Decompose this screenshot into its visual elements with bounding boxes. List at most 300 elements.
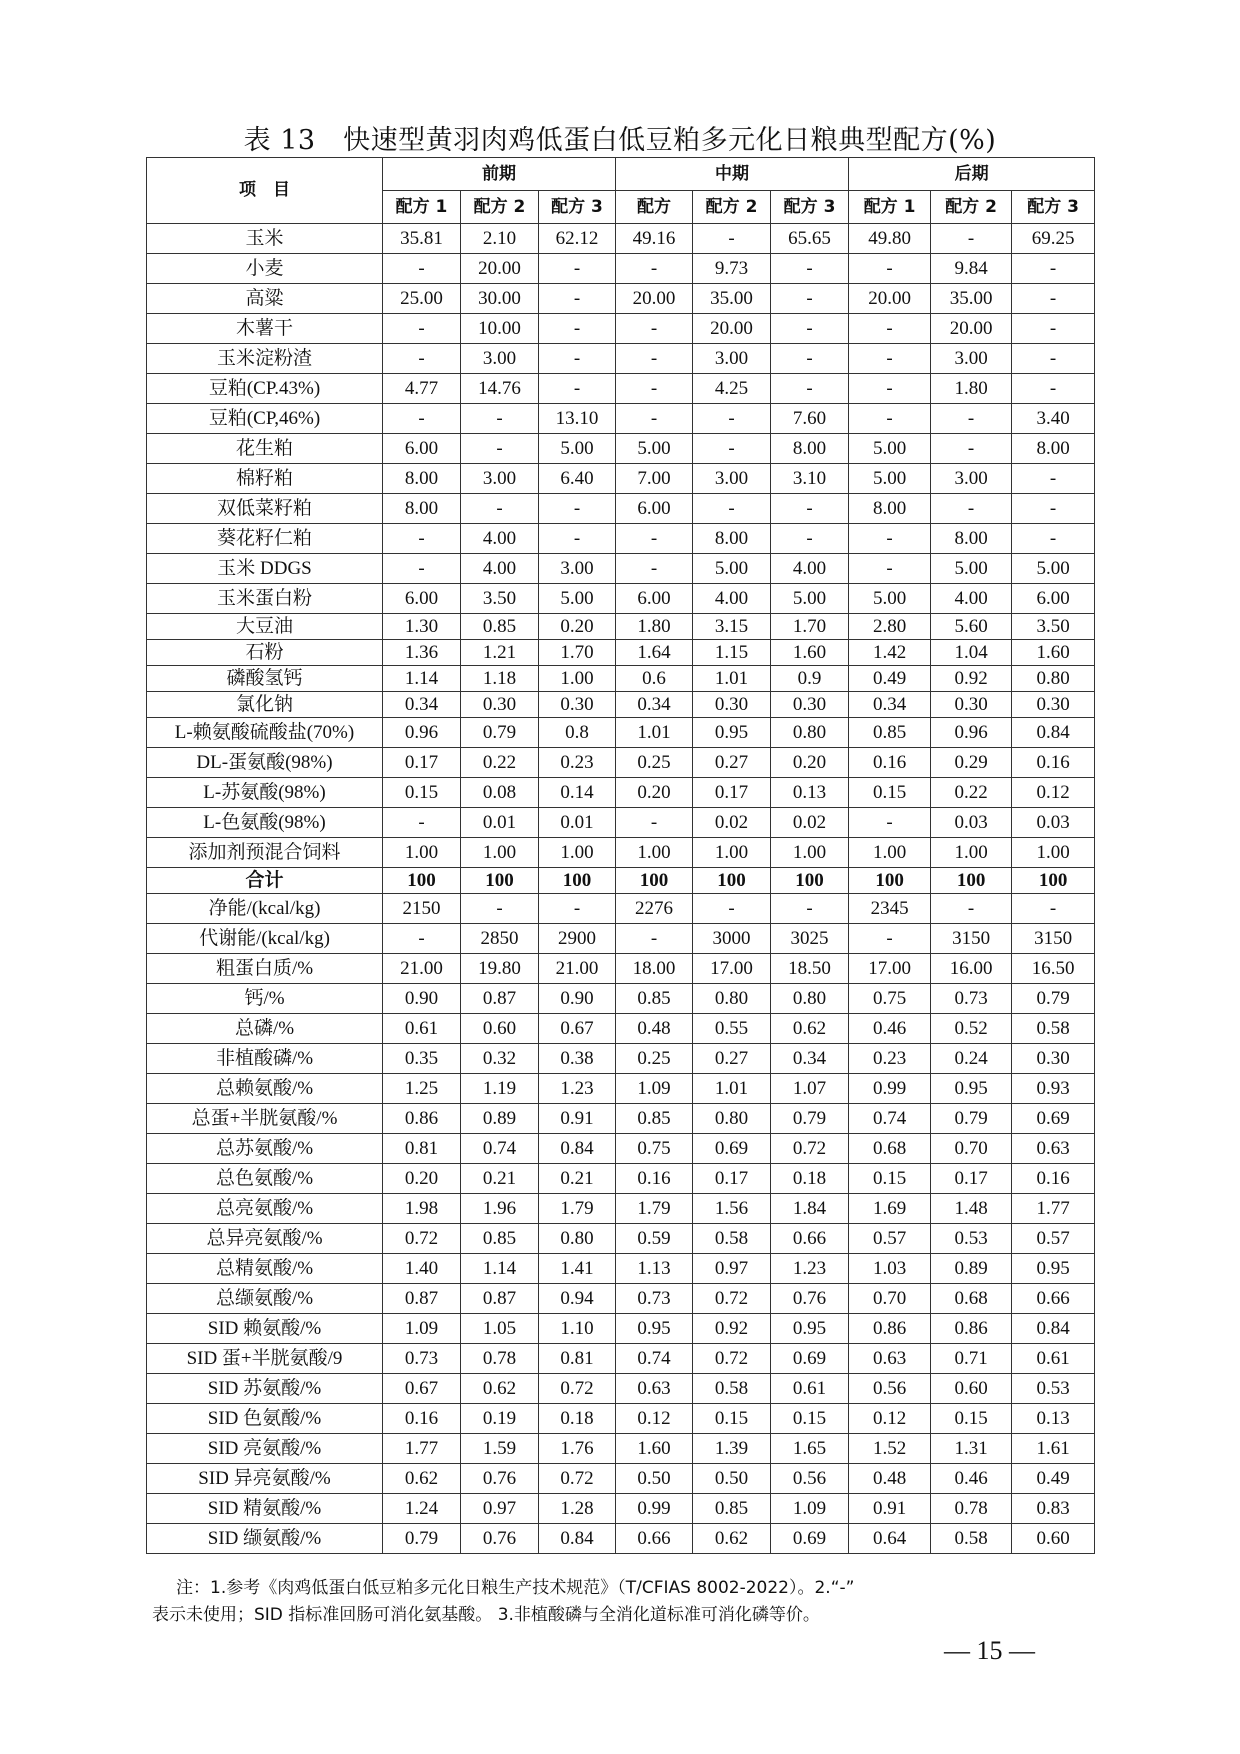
cell-value: 5.00	[771, 584, 849, 614]
cell-value: -	[771, 894, 849, 924]
table-row	[147, 1194, 1095, 1224]
cell-value: 4.00	[931, 584, 1012, 614]
cell-value: 0.17	[383, 748, 461, 778]
cell-value: 0.90	[383, 984, 461, 1014]
cell-value: -	[616, 314, 693, 344]
cell-value: 1.30	[383, 614, 461, 640]
cell-value: 1.98	[383, 1194, 461, 1224]
cell-value: -	[931, 494, 1012, 524]
header-formula-col: 配方 1	[383, 191, 461, 224]
cell-value: 0.02	[771, 808, 849, 838]
cell-value: 100	[616, 868, 693, 894]
cell-value: -	[931, 224, 1012, 254]
cell-value: 8.00	[771, 434, 849, 464]
cell-value: 0.85	[461, 1224, 539, 1254]
cell-value: -	[616, 524, 693, 554]
cell-value: 13.10	[539, 404, 616, 434]
cell-value: -	[849, 808, 931, 838]
cell-value: 0.58	[1012, 1014, 1095, 1044]
cell-value: 0.73	[931, 984, 1012, 1014]
cell-value: 7.60	[771, 404, 849, 434]
cell-value: 0.30	[771, 692, 849, 718]
cell-value: 0.03	[931, 808, 1012, 838]
cell-value: 1.52	[849, 1434, 931, 1464]
row-label: SID 亮氨酸/%	[147, 1434, 383, 1464]
row-label: SID 缬氨酸/%	[147, 1524, 383, 1554]
cell-value: -	[1012, 464, 1095, 494]
cell-value: 0.72	[383, 1224, 461, 1254]
cell-value: 0.89	[461, 1104, 539, 1134]
cell-value: 0.12	[849, 1404, 931, 1434]
cell-value: 69.25	[1012, 224, 1095, 254]
cell-value: 0.53	[931, 1224, 1012, 1254]
cell-value: -	[931, 404, 1012, 434]
cell-value: 25.00	[383, 284, 461, 314]
cell-value: 1.03	[849, 1254, 931, 1284]
cell-value: 2850	[461, 924, 539, 954]
cell-value: 1.70	[539, 640, 616, 666]
cell-value: 0.96	[931, 718, 1012, 748]
cell-value: 0.30	[461, 692, 539, 718]
cell-value: 0.85	[849, 718, 931, 748]
cell-value: 0.16	[849, 748, 931, 778]
cell-value: 18.50	[771, 954, 849, 984]
row-label: 添加剂预混合饲料	[147, 838, 383, 868]
cell-value: 0.12	[1012, 778, 1095, 808]
cell-value: 1.79	[616, 1194, 693, 1224]
row-label: 高粱	[147, 284, 383, 314]
cell-value: 5.00	[693, 554, 771, 584]
cell-value: 5.00	[849, 584, 931, 614]
cell-value: 3000	[693, 924, 771, 954]
row-label: 粗蛋白质/%	[147, 954, 383, 984]
row-label: 总亮氨酸/%	[147, 1194, 383, 1224]
cell-value: 0.91	[539, 1104, 616, 1134]
cell-value: 0.48	[616, 1014, 693, 1044]
cell-value: 1.00	[461, 838, 539, 868]
cell-value: 6.40	[539, 464, 616, 494]
cell-value: 0.21	[539, 1164, 616, 1194]
cell-value: 0.16	[1012, 748, 1095, 778]
cell-value: 0.58	[693, 1374, 771, 1404]
table-row	[147, 1044, 1095, 1074]
cell-value: 0.95	[693, 718, 771, 748]
cell-value: 1.23	[771, 1254, 849, 1284]
row-label: 大豆油	[147, 614, 383, 640]
cell-value: -	[693, 494, 771, 524]
cell-value: -	[849, 374, 931, 404]
cell-value: 0.66	[771, 1224, 849, 1254]
cell-value: 3150	[1012, 924, 1095, 954]
cell-value: 0.50	[693, 1464, 771, 1494]
cell-value: 0.97	[693, 1254, 771, 1284]
row-label: SID 苏氨酸/%	[147, 1374, 383, 1404]
cell-value: -	[461, 434, 539, 464]
cell-value: -	[616, 254, 693, 284]
cell-value: 16.50	[1012, 954, 1095, 984]
cell-value: 0.86	[383, 1104, 461, 1134]
cell-value: 0.99	[616, 1494, 693, 1524]
cell-value: 1.21	[461, 640, 539, 666]
cell-value: 0.84	[539, 1134, 616, 1164]
cell-value: 0.92	[931, 666, 1012, 692]
row-label: SID 蛋+半胱氨酸/9	[147, 1344, 383, 1374]
cell-value: 3025	[771, 924, 849, 954]
cell-value: 20.00	[849, 284, 931, 314]
cell-value: 1.00	[383, 838, 461, 868]
cell-value: 19.80	[461, 954, 539, 984]
row-label: 石粉	[147, 640, 383, 666]
cell-value: 3.40	[1012, 404, 1095, 434]
table-row	[147, 1074, 1095, 1104]
cell-value: 1.10	[539, 1314, 616, 1344]
row-label: 合计	[147, 868, 383, 894]
table-row	[147, 924, 1095, 954]
cell-value: 0.24	[931, 1044, 1012, 1074]
cell-value: -	[771, 284, 849, 314]
row-label: DL-蛋氨酸(98%)	[147, 748, 383, 778]
cell-value: 20.00	[931, 314, 1012, 344]
cell-value: 0.15	[383, 778, 461, 808]
cell-value: 0.34	[616, 692, 693, 718]
table-row	[147, 1224, 1095, 1254]
row-label: 豆粕(CP,46%)	[147, 404, 383, 434]
cell-value: 0.68	[931, 1284, 1012, 1314]
cell-value: 0.83	[1012, 1494, 1095, 1524]
row-label: 葵花籽仁粕	[147, 524, 383, 554]
cell-value: 5.00	[539, 584, 616, 614]
cell-value: 0.79	[383, 1524, 461, 1554]
cell-value: 1.13	[616, 1254, 693, 1284]
row-label: 总磷/%	[147, 1014, 383, 1044]
cell-value: 0.53	[1012, 1374, 1095, 1404]
cell-value: 0.85	[616, 984, 693, 1014]
row-label: SID 赖氨酸/%	[147, 1314, 383, 1344]
cell-value: 0.76	[461, 1524, 539, 1554]
cell-value: 0.17	[693, 778, 771, 808]
table-row	[147, 718, 1095, 748]
cell-value: 14.76	[461, 374, 539, 404]
row-label: 玉米 DDGS	[147, 554, 383, 584]
table-row	[147, 404, 1095, 434]
cell-value: 1.64	[616, 640, 693, 666]
cell-value: 0.60	[1012, 1524, 1095, 1554]
cell-value: 1.01	[693, 666, 771, 692]
cell-value: 0.27	[693, 748, 771, 778]
table-row	[147, 584, 1095, 614]
table-row	[147, 984, 1095, 1014]
cell-value: 49.16	[616, 224, 693, 254]
header-formula-col: 配方 2	[693, 191, 771, 224]
cell-value: 0.13	[1012, 1404, 1095, 1434]
cell-value: 0.72	[693, 1284, 771, 1314]
cell-value: 3.15	[693, 614, 771, 640]
cell-value: 1.39	[693, 1434, 771, 1464]
cell-value: 0.15	[849, 1164, 931, 1194]
cell-value: 35.81	[383, 224, 461, 254]
cell-value: 0.87	[383, 1284, 461, 1314]
table-row	[147, 434, 1095, 464]
table-row	[147, 692, 1095, 718]
table-row	[147, 1404, 1095, 1434]
cell-value: 21.00	[539, 954, 616, 984]
cell-value: 1.42	[849, 640, 931, 666]
cell-value: 0.80	[771, 984, 849, 1014]
cell-value: 0.90	[539, 984, 616, 1014]
cell-value: 1.77	[1012, 1194, 1095, 1224]
cell-value: 1.41	[539, 1254, 616, 1284]
cell-value: 2.10	[461, 224, 539, 254]
cell-value: 1.04	[931, 640, 1012, 666]
cell-value: 3.10	[771, 464, 849, 494]
cell-value: 0.61	[383, 1014, 461, 1044]
table-row	[147, 748, 1095, 778]
cell-value: 4.00	[461, 524, 539, 554]
cell-value: -	[383, 808, 461, 838]
cell-value: -	[539, 524, 616, 554]
cell-value: 3.00	[693, 344, 771, 374]
cell-value: 5.60	[931, 614, 1012, 640]
cell-value: -	[383, 404, 461, 434]
cell-value: 2.80	[849, 614, 931, 640]
table-row	[147, 314, 1095, 344]
cell-value: 30.00	[461, 284, 539, 314]
cell-value: 8.00	[931, 524, 1012, 554]
cell-value: 0.61	[1012, 1344, 1095, 1374]
cell-value: 4.00	[693, 584, 771, 614]
cell-value: 100	[771, 868, 849, 894]
cell-value: 0.93	[1012, 1074, 1095, 1104]
table-row	[147, 954, 1095, 984]
cell-value: -	[771, 344, 849, 374]
cell-value: -	[771, 494, 849, 524]
cell-value: 0.81	[383, 1134, 461, 1164]
cell-value: 0.14	[539, 778, 616, 808]
table-row	[147, 666, 1095, 692]
cell-value: 0.52	[931, 1014, 1012, 1044]
cell-value: 0.01	[461, 808, 539, 838]
header-group-late: 后期	[849, 158, 1095, 191]
cell-value: -	[383, 314, 461, 344]
cell-value: -	[931, 434, 1012, 464]
table-title: 表 13 快速型黄羽肉鸡低蛋白低豆粕多元化日粮典型配方(%)	[243, 125, 997, 156]
cell-value: 1.60	[1012, 640, 1095, 666]
table-row	[147, 224, 1095, 254]
cell-value: 0.73	[383, 1344, 461, 1374]
row-label: 总蛋+半胱氨酸/%	[147, 1104, 383, 1134]
table-row	[147, 778, 1095, 808]
row-label: 木薯干	[147, 314, 383, 344]
cell-value: 0.22	[461, 748, 539, 778]
cell-value: 1.00	[849, 838, 931, 868]
cell-value: 5.00	[616, 434, 693, 464]
table-row	[147, 1164, 1095, 1194]
cell-value: 0.97	[461, 1494, 539, 1524]
cell-value: 100	[383, 868, 461, 894]
cell-value: 0.15	[849, 778, 931, 808]
cell-value: 1.70	[771, 614, 849, 640]
row-label: L-苏氨酸(98%)	[147, 778, 383, 808]
cell-value: 0.30	[1012, 1044, 1095, 1074]
cell-value: 8.00	[1012, 434, 1095, 464]
cell-value: 0.87	[461, 1284, 539, 1314]
table-row	[147, 868, 1095, 894]
cell-value: 0.72	[539, 1464, 616, 1494]
row-label: 棉籽粕	[147, 464, 383, 494]
row-label: L-赖氨酸硫酸盐(70%)	[147, 718, 383, 748]
cell-value: -	[383, 254, 461, 284]
cell-value: 1.56	[693, 1194, 771, 1224]
cell-value: 0.95	[616, 1314, 693, 1344]
cell-value: 3.00	[693, 464, 771, 494]
table-row	[147, 614, 1095, 640]
table-row	[147, 894, 1095, 924]
cell-value: 3.00	[461, 464, 539, 494]
cell-value: 0.20	[383, 1164, 461, 1194]
cell-value: 3.00	[931, 344, 1012, 374]
cell-value: -	[693, 404, 771, 434]
cell-value: 0.19	[461, 1404, 539, 1434]
cell-value: 1.61	[1012, 1434, 1095, 1464]
cell-value: -	[383, 344, 461, 374]
row-label: 小麦	[147, 254, 383, 284]
cell-value: 0.63	[1012, 1134, 1095, 1164]
cell-value: -	[383, 924, 461, 954]
cell-value: -	[539, 494, 616, 524]
cell-value: -	[1012, 284, 1095, 314]
cell-value: 0.46	[931, 1464, 1012, 1494]
table-row	[147, 1524, 1095, 1554]
cell-value: -	[539, 894, 616, 924]
header-group-early: 前期	[383, 158, 616, 191]
header-formula-col: 配方 3	[771, 191, 849, 224]
cell-value: 0.60	[461, 1014, 539, 1044]
cell-value: 100	[539, 868, 616, 894]
cell-value: 0.78	[461, 1344, 539, 1374]
cell-value: 1.09	[771, 1494, 849, 1524]
cell-value: 8.00	[693, 524, 771, 554]
page-number: — 15 —	[944, 1636, 1035, 1665]
cell-value: -	[849, 404, 931, 434]
row-label: SID 色氨酸/%	[147, 1404, 383, 1434]
cell-value: 2345	[849, 894, 931, 924]
cell-value: 0.17	[693, 1164, 771, 1194]
table-row	[147, 808, 1095, 838]
cell-value: 1.00	[539, 838, 616, 868]
cell-value: 0.85	[461, 614, 539, 640]
row-label: 豆粕(CP.43%)	[147, 374, 383, 404]
table-row	[147, 640, 1095, 666]
cell-value: -	[849, 924, 931, 954]
cell-value: 1.00	[616, 838, 693, 868]
cell-value: 0.56	[849, 1374, 931, 1404]
cell-value: 0.23	[849, 1044, 931, 1074]
cell-value: -	[461, 494, 539, 524]
cell-value: 0.34	[849, 692, 931, 718]
cell-value: 0.38	[539, 1044, 616, 1074]
cell-value: 0.56	[771, 1464, 849, 1494]
cell-value: 0.95	[771, 1314, 849, 1344]
cell-value: 4.25	[693, 374, 771, 404]
cell-value: -	[539, 314, 616, 344]
cell-value: 0.46	[849, 1014, 931, 1044]
cell-value: 0.6	[616, 666, 693, 692]
cell-value: 0.62	[383, 1464, 461, 1494]
row-label: 钙/%	[147, 984, 383, 1014]
cell-value: -	[616, 808, 693, 838]
cell-value: 6.00	[616, 494, 693, 524]
cell-value: 1.60	[616, 1434, 693, 1464]
cell-value: 0.72	[693, 1344, 771, 1374]
cell-value: -	[693, 894, 771, 924]
cell-value: 35.00	[693, 284, 771, 314]
table-row	[147, 1014, 1095, 1044]
cell-value: 0.80	[771, 718, 849, 748]
cell-value: 0.49	[1012, 1464, 1095, 1494]
cell-value: 0.62	[771, 1014, 849, 1044]
cell-value: 1.80	[931, 374, 1012, 404]
cell-value: 1.14	[461, 1254, 539, 1284]
header-group-middle: 中期	[616, 158, 849, 191]
cell-value: 7.00	[616, 464, 693, 494]
cell-value: 2900	[539, 924, 616, 954]
cell-value: 0.15	[931, 1404, 1012, 1434]
cell-value: 0.23	[539, 748, 616, 778]
cell-value: 10.00	[461, 314, 539, 344]
cell-value: -	[931, 894, 1012, 924]
cell-value: 1.15	[693, 640, 771, 666]
cell-value: 0.75	[616, 1134, 693, 1164]
header-formula-col: 配方 3	[539, 191, 616, 224]
cell-value: 0.86	[849, 1314, 931, 1344]
table-row	[147, 374, 1095, 404]
cell-value: 0.71	[931, 1344, 1012, 1374]
cell-value: 0.96	[383, 718, 461, 748]
cell-value: 0.95	[931, 1074, 1012, 1104]
row-label: 双低菜籽粕	[147, 494, 383, 524]
cell-value: -	[771, 524, 849, 554]
cell-value: -	[461, 894, 539, 924]
header-item: 项 目	[147, 158, 383, 224]
cell-value: 1.31	[931, 1434, 1012, 1464]
cell-value: 0.20	[771, 748, 849, 778]
cell-value: 1.80	[616, 614, 693, 640]
row-label: 非植酸磷/%	[147, 1044, 383, 1074]
cell-value: 17.00	[693, 954, 771, 984]
cell-value: -	[383, 524, 461, 554]
cell-value: 0.8	[539, 718, 616, 748]
cell-value: 0.34	[383, 692, 461, 718]
cell-value: 0.57	[849, 1224, 931, 1254]
cell-value: 0.75	[849, 984, 931, 1014]
row-label: 玉米淀粉渣	[147, 344, 383, 374]
cell-value: 0.30	[931, 692, 1012, 718]
cell-value: 0.84	[1012, 1314, 1095, 1344]
cell-value: 0.18	[539, 1404, 616, 1434]
cell-value: 0.66	[616, 1524, 693, 1554]
cell-value: 6.00	[616, 584, 693, 614]
cell-value: 100	[693, 868, 771, 894]
cell-value: 0.17	[931, 1164, 1012, 1194]
table-row	[147, 254, 1095, 284]
cell-value: 1.28	[539, 1494, 616, 1524]
table-row	[147, 1494, 1095, 1524]
cell-value: 0.86	[931, 1314, 1012, 1344]
cell-value: 1.77	[383, 1434, 461, 1464]
header-formula-col: 配方 3	[1012, 191, 1095, 224]
cell-value: 1.01	[616, 718, 693, 748]
cell-value: 4.00	[771, 554, 849, 584]
